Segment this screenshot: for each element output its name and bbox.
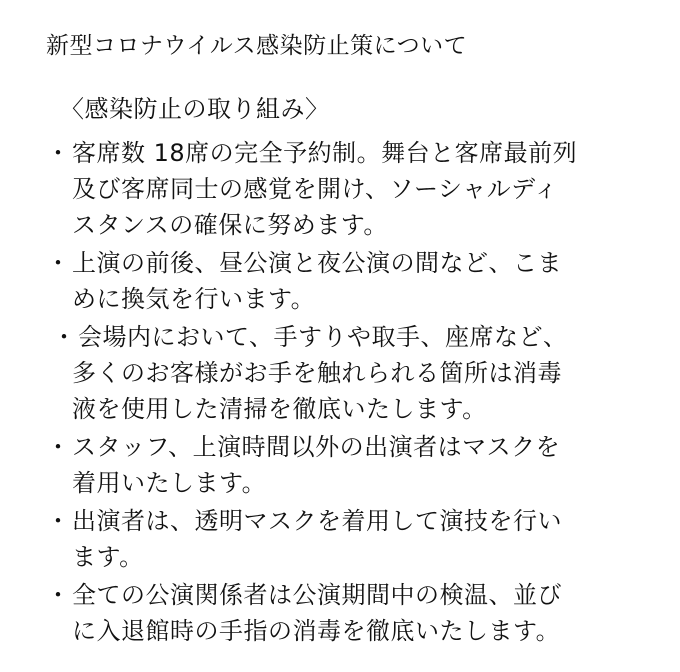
list-item-line: 出演者は、透明マスクを着用して演技を行い: [72, 507, 562, 535]
document-title: 新型コロナウイルス感染防止策について: [46, 33, 468, 59]
list-item-line: 全ての公演関係者は公演期間中の検温、並び: [72, 581, 562, 609]
bullet-marker: ・: [46, 139, 70, 167]
list-item-line: スタッフ、上演時間以外の出演者はマスクを: [72, 433, 561, 461]
list-item-line: 上演の前後、昼公演と夜公演の間など、こま: [72, 249, 562, 277]
list-item-line: 会場内において、手すりや取手、座席など、: [78, 323, 568, 351]
list-item-line: ます。: [72, 543, 144, 571]
list-item-line: 多くのお客様がお手を触れられる箇所は消毒: [72, 359, 562, 387]
bullet-marker: ・: [52, 323, 76, 351]
bullet-marker: ・: [46, 507, 70, 535]
bullet-marker: ・: [46, 249, 70, 277]
list-item-line: 液を使用した清掃を徹底いたします。: [72, 395, 487, 423]
list-item-line: めに換気を行います。: [72, 285, 316, 313]
bullet-marker: ・: [46, 581, 70, 609]
list-item-line: スタンスの確保に努めます。: [72, 211, 388, 239]
list-item-line: 客席数 18席の完全予約制。舞台と客席最前列: [72, 139, 578, 167]
list-item-line: 及び客席同士の感覚を開け、ソーシャルディ: [72, 175, 559, 203]
bullet-marker: ・: [46, 433, 70, 461]
section-heading: 〈感染防止の取り組み〉: [60, 95, 330, 123]
list-item-line: 着用いたします。: [72, 469, 267, 497]
list-item-line: に入退館時の手指の消毒を徹底いたします。: [72, 617, 561, 645]
